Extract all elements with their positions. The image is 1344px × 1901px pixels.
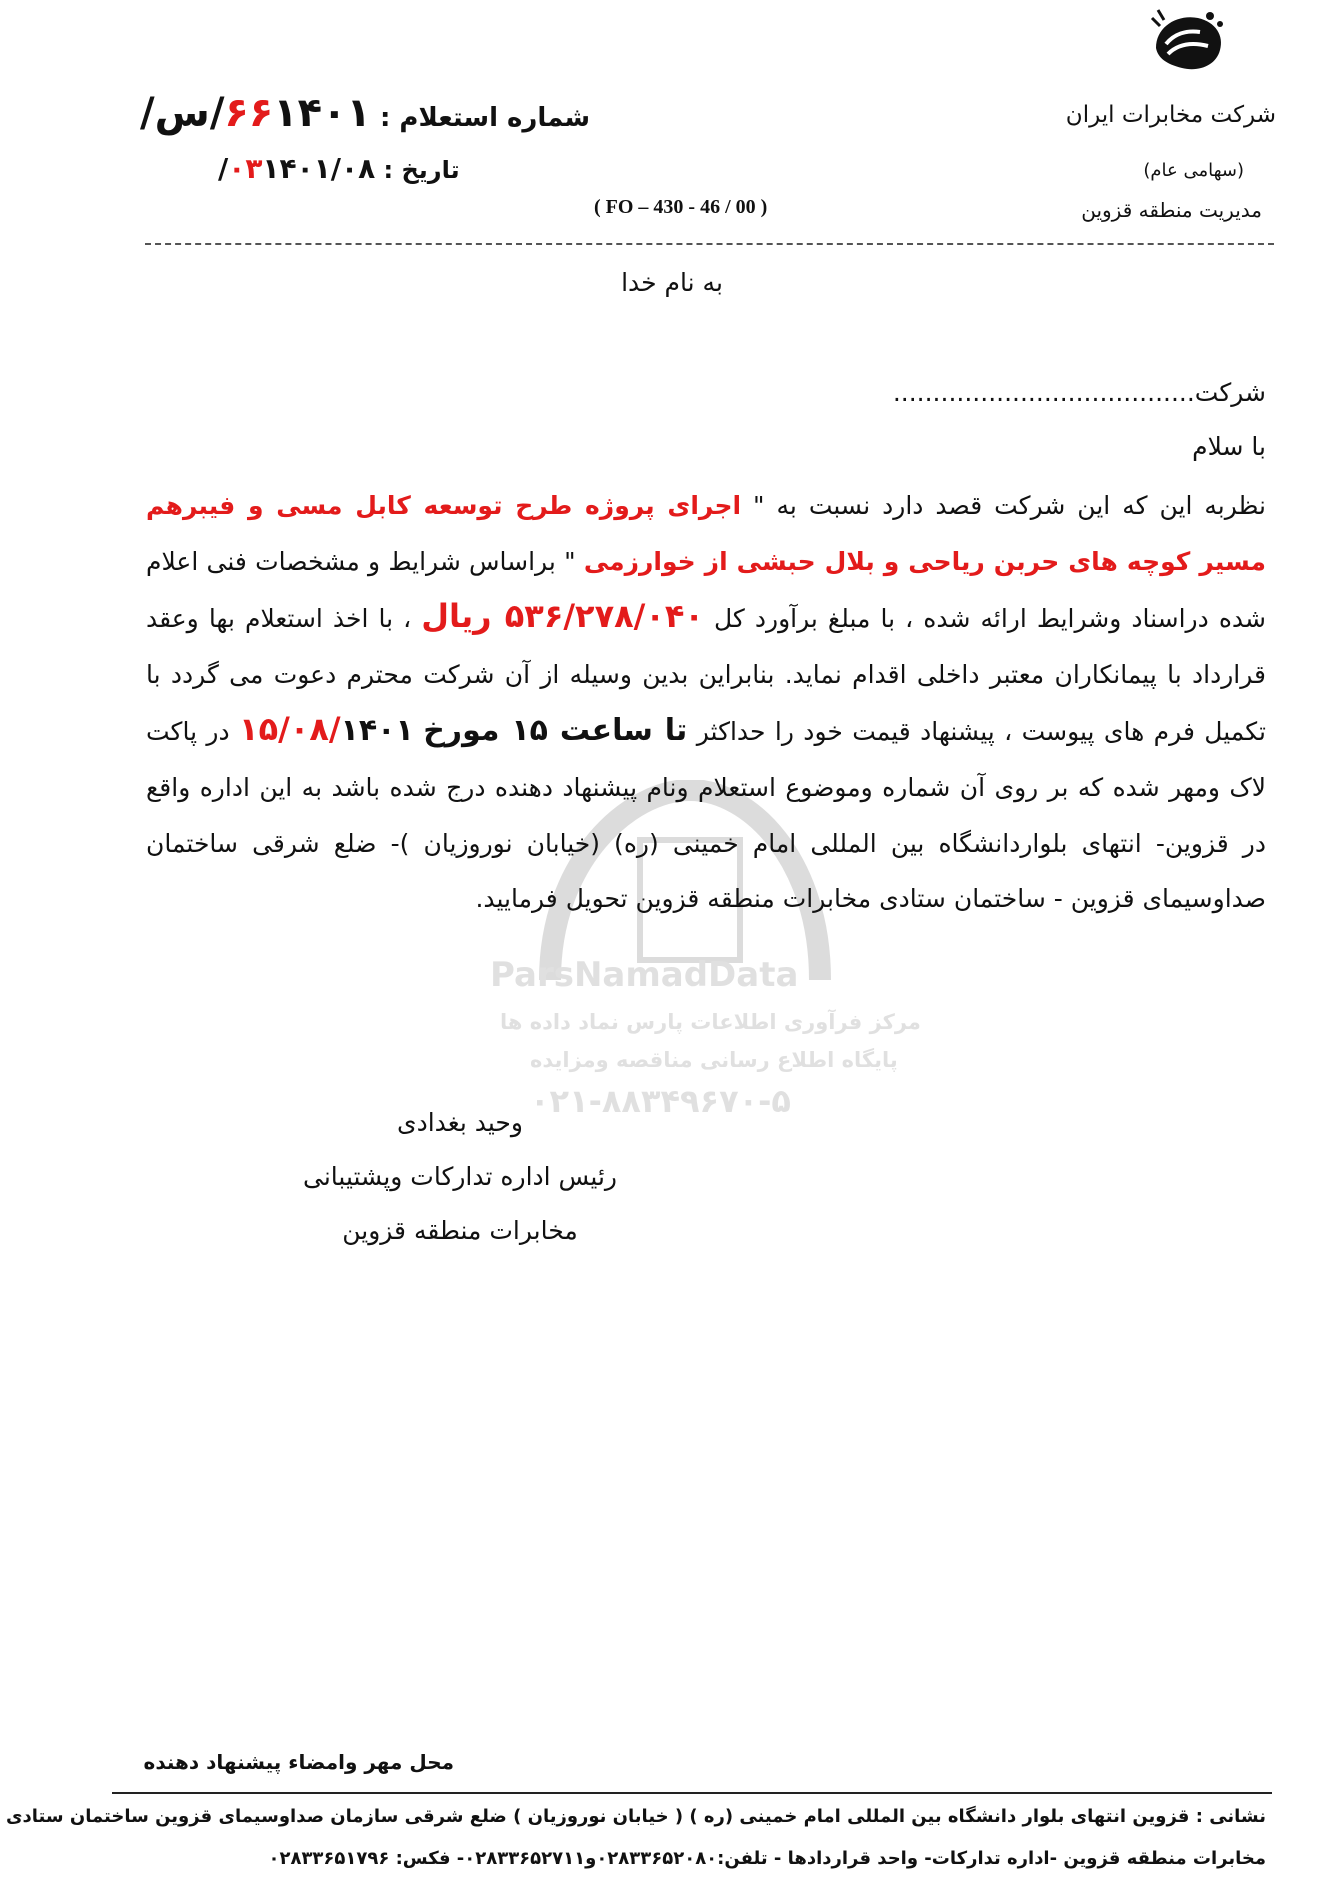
footer-address-1: نشانی : قزوین انتهای بلوار دانشگاه بین المللی امام خمینی (ره ) ( خیابان نوروزیان ) ضلع شرقی سازمان صداوسیمای قزوین ساختمان ستادی: [6, 1806, 1266, 1827]
watermark-phone: ۰۲۱-۸۸۳۴۹۶۷۰-۵: [530, 1082, 791, 1120]
header-divider: [145, 243, 1274, 245]
date-label: تاریخ :: [383, 156, 460, 184]
footer-divider: [112, 1792, 1272, 1794]
inquiry-label: شماره استعلام :: [379, 103, 591, 133]
inquiry-number: [140, 90, 590, 136]
para-text-2: " براساس شرایط و مشخصات فنی اعلام شده دراسناد وشرایط ارائه شده ، با مبلغ برآورد کل: [146, 546, 1266, 634]
company-name: شرکت مخابرات ایران: [1065, 102, 1276, 128]
basmala: به نام خدا: [621, 268, 723, 297]
para-text-1: نظربه این که این شرکت قصد دارد نسبت به ": [741, 491, 1266, 520]
signer-name: وحید بغدادی: [397, 1108, 523, 1137]
inquiry-year: ۱۴۰۱/: [209, 90, 371, 136]
watermark-brand: ParsNamadData: [490, 955, 799, 995]
recipient-line: شرکت......................................: [892, 378, 1266, 407]
deadline-date-red: ۱۵/۰۸/: [239, 710, 341, 749]
region-name: مدیریت منطقه قزوین: [1081, 198, 1262, 222]
deadline-text: تا ساعت ۱۵ مورخ: [423, 713, 688, 749]
letter-date: [218, 152, 460, 185]
project-title: اجرای پروژه طرح توسعه کابل مسی و فیبرهم مسیر کوچه های حربن ریاحی و بلال حبشی از خوارزمی: [146, 491, 1267, 576]
greeting: با سلام: [1192, 432, 1266, 461]
para-text-3: ، با اخذ استعلام بها وعقد قرارداد با پیمانکاران معتبر داخلی اقدام نماید. بنابراین بدین وسیله از آن شرکت محترم دعوت می گردد با تکمیل فرم های پیوست ، پیشنهاد قیمت خود را حداکثر: [146, 604, 1266, 747]
footer-address-2: مخابرات منطقه قزوین -اداره تدارکات- واحد قراردادها - تلفن:۰۲۸۳۳۶۵۲۰۸۰و۰۲۸۳۳۶۵۲۷۱۱- فکس: ۰۲۸۳۳۶۵۱۷۹۶: [268, 1848, 1266, 1869]
date-value: ۱۴۰۱/۰۸/: [218, 152, 376, 185]
date-red: ۰۳: [228, 152, 263, 185]
company-type: (سهامی عام): [1143, 160, 1244, 181]
main-paragraph: [146, 478, 1266, 927]
estimate-amount: ۵۳۶/۲۷۸/۰۴۰ ریال: [421, 597, 704, 636]
watermark-line1: مرکز فرآوری اطلاعات پارس نماد داده ها: [500, 1010, 921, 1034]
inquiry-num: ۶۶: [224, 90, 274, 136]
form-code: ( FO – 430 - 46 / 00 ): [594, 196, 768, 218]
stamp-note: محل مهر وامضاء پیشنهاد دهنده: [143, 1750, 454, 1774]
watermark-line2: پایگاه اطلاع رسانی مناقصه ومزایده: [530, 1048, 898, 1072]
deadline-date: ۱۴۰۱: [340, 713, 414, 749]
para-text-4: در پاکت لاک ومهر شده که بر روی آن شماره وموضوع استعلام ونام پیشنهاد دهنده درج شده باشد به این اداره واقع در قزوین- انتهای بلواردانشگاه بین المللی امام خمینی (ره) (خیابان نوروزیان )- ضلع شرقی ساختمان صداوسیمای قزوین - ساختمان ستادی مخابرات منطقه قزوین تحویل فرمایید.: [146, 717, 1266, 914]
tci-logo-icon: [1148, 8, 1228, 74]
inquiry-prefix: س/: [140, 90, 210, 136]
signer-org: مخابرات منطقه قزوین: [342, 1216, 578, 1245]
signer-title: رئیس اداره تدارکات وپشتیبانی: [302, 1162, 617, 1191]
